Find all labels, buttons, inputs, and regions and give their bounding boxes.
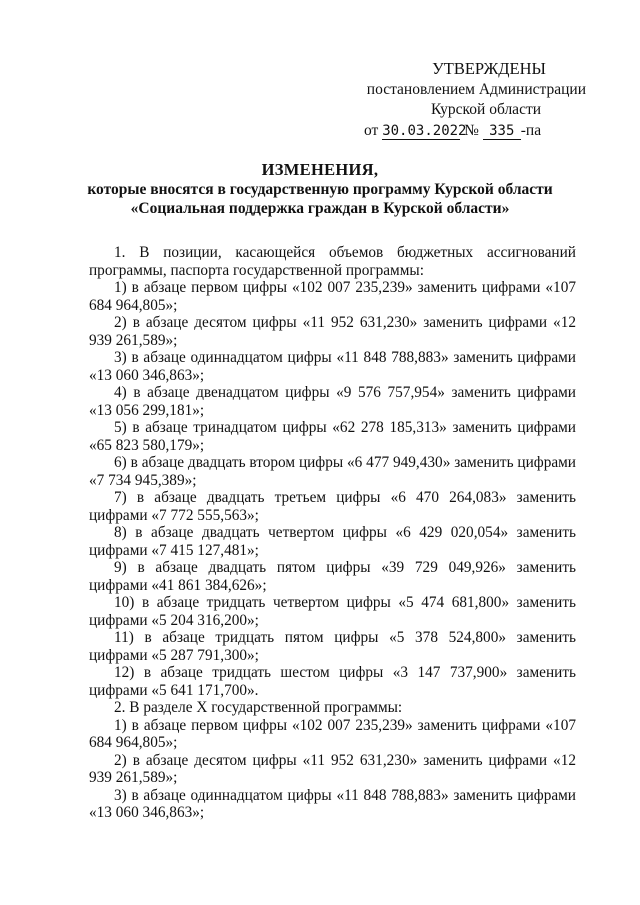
- number-label: №: [464, 121, 479, 139]
- number-suffix: -па: [520, 121, 542, 139]
- document-body: [89, 244, 576, 822]
- paragraph: 10) в абзаце тридцать четвертом цифры «5 474 681,800» заменить цифрами «5 204 316,200»;: [89, 594, 576, 629]
- paragraph: 7) в абзаце двадцать третьем цифры «6 470 264,083» заменить цифрами «7 772 555,563»;: [89, 489, 576, 524]
- approval-region-line: Курской области: [430, 101, 542, 118]
- approval-date-number-line: [356, 121, 586, 142]
- approval-issuer-line: постановлением Администрации: [366, 80, 586, 98]
- paragraph: 1) в абзаце первом цифры «102 007 235,239» заменить цифрами «107 684 964,805»;: [89, 279, 576, 314]
- paragraph: 9) в абзаце двадцать пятом цифры «39 729 049,926» заменить цифрами «41 861 384,626»;: [89, 559, 576, 594]
- approval-block: [356, 59, 586, 141]
- approval-date: 30.03.2022: [382, 122, 467, 139]
- program-name: «Социальная поддержка граждан в Курской области»: [130, 200, 510, 217]
- paragraph: 12) в абзаце тридцать шестом цифры «3 147 737,900» заменить цифрами «5 641 171,700».: [89, 664, 576, 699]
- paragraph: 2. В разделе X государственной программы:: [114, 699, 403, 716]
- paragraph: 2) в абзаце десятом цифры «11 952 631,230» заменить цифрами «12 939 261,589»;: [89, 751, 576, 786]
- paragraph: 1. В позиции, касающейся объемов бюджетных ассигнований программы, паспорта государственной программы:: [89, 244, 576, 279]
- document-subtitle: которые вносятся в государственную программу Курской области: [87, 181, 553, 198]
- approval-number: 335: [483, 124, 521, 140]
- document-title: ИЗМЕНЕНИЯ,: [261, 160, 379, 179]
- paragraph: 11) в абзаце тридцать пятом цифры «5 378 524,800» заменить цифрами «5 287 791,300»;: [89, 629, 576, 664]
- paragraph: 6) в абзаце двадцать втором цифры «6 477 949,430» заменить цифрами «7 734 945,389»;: [89, 454, 576, 489]
- paragraph: 5) в абзаце тринадцатом цифры «62 278 185,313» заменить цифрами «65 823 580,179»;: [89, 419, 576, 454]
- from-label: от: [364, 121, 379, 139]
- paragraph: 3) в абзаце одиннадцатом цифры «11 848 788,883» заменить цифрами «13 060 346,863»;: [89, 786, 576, 821]
- paragraph: 1) в абзаце первом цифры «102 007 235,239» заменить цифрами «107 684 964,805»;: [89, 716, 576, 751]
- paragraph: 3) в абзаце одиннадцатом цифры «11 848 788,883» заменить цифрами «13 060 346,863»;: [89, 349, 576, 384]
- approval-title: УТВЕРЖДЕНЫ: [432, 59, 546, 78]
- paragraph: 2) в абзаце десятом цифры «11 952 631,230» заменить цифрами «12 939 261,589»;: [89, 314, 576, 349]
- paragraph: 8) в абзаце двадцать четвертом цифры «6 429 020,054» заменить цифрами «7 415 127,481»;: [89, 524, 576, 559]
- paragraph: 4) в абзаце двенадцатом цифры «9 576 757,954» заменить цифрами «13 056 299,181»;: [89, 384, 576, 419]
